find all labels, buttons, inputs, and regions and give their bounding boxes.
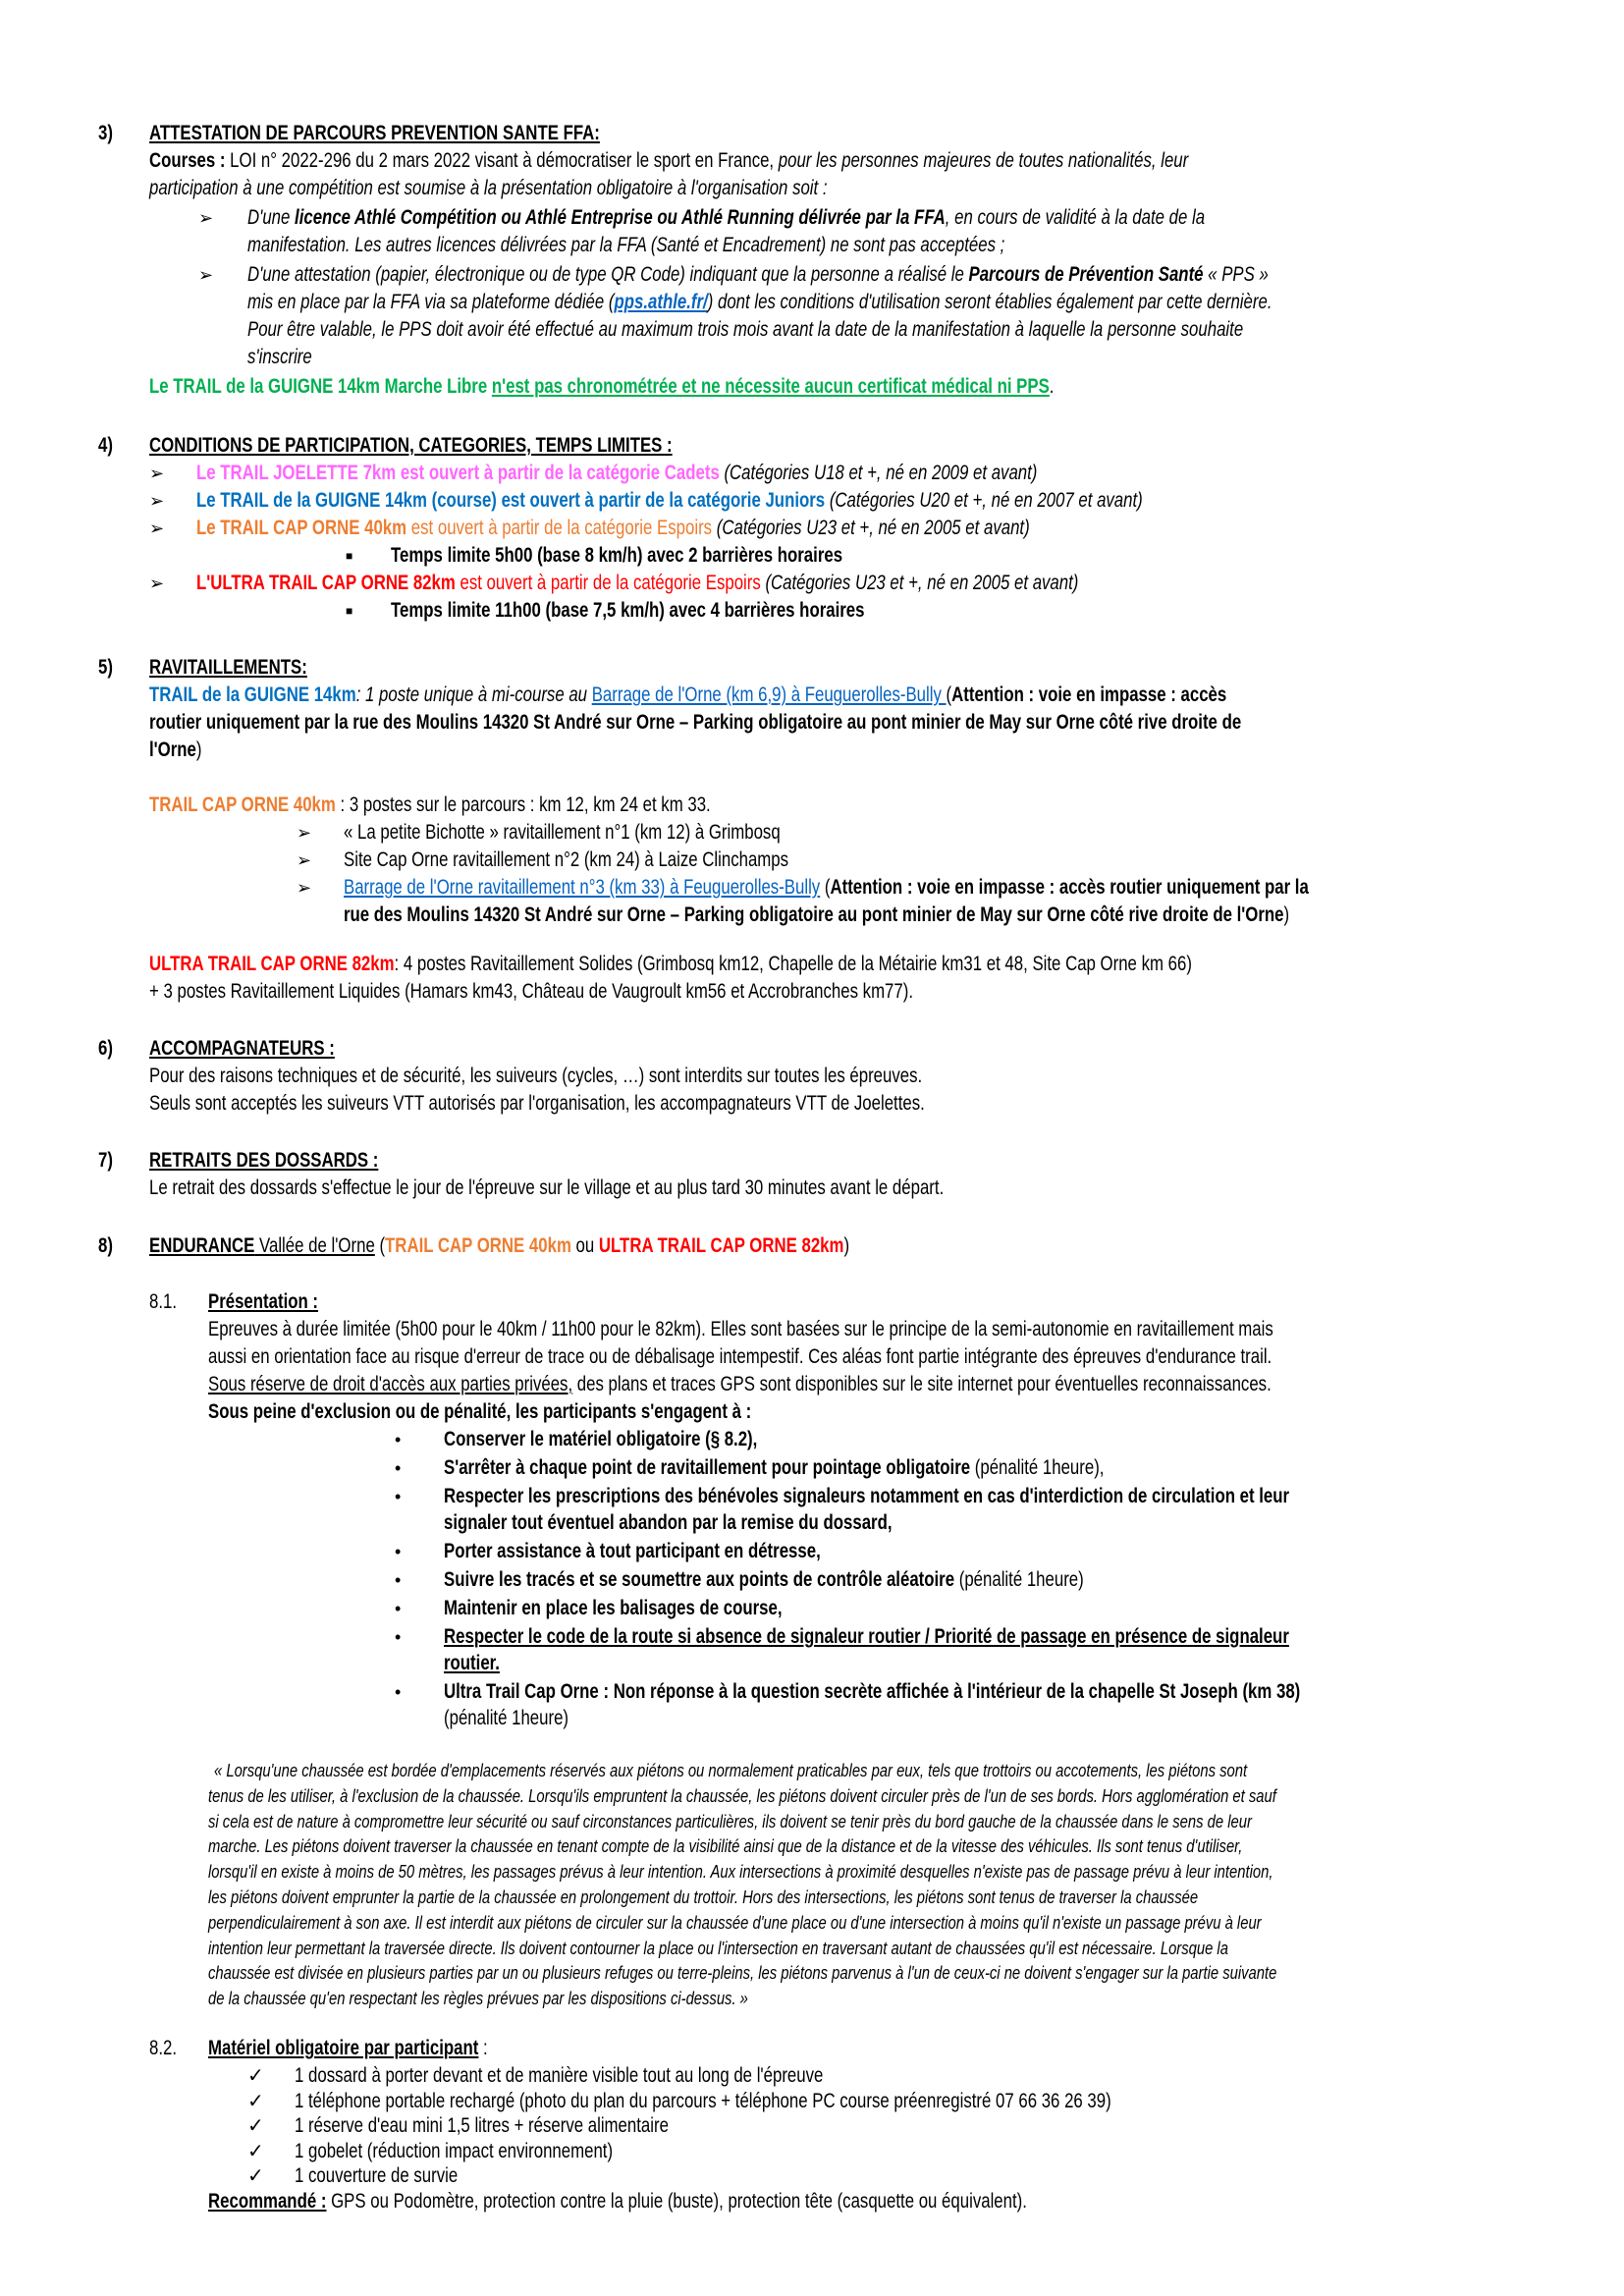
check-icon: ✓ <box>247 2140 264 2162</box>
ravito-2: Site Cap Orne ravitaillement n°2 (km 24) à Laize Clinchamps <box>344 848 789 871</box>
section-3-title: ATTESTATION DE PARCOURS PREVENTION SANTE FFA: <box>149 122 600 144</box>
section-6-number: 6) <box>98 1037 113 1060</box>
quote-line: marche. Les piétons doivent traverser la chaussée en tenant compte de la visibilité ainsi que de la distance et de la vitesse des véhicules. Ils sont tenus d'utiliser, <box>208 1835 1243 1857</box>
section-8-number: 8) <box>98 1234 113 1257</box>
ultra-time-limit: Temps limite 11h00 (base 7,5 km/h) avec 4 barrières horaires <box>391 599 865 622</box>
paren-close: ) <box>195 738 202 761</box>
arrow-bullet-icon: ➢ <box>297 823 312 843</box>
bullet-icon: • <box>395 1430 402 1449</box>
attention-cont: rue des Moulins 14320 St André sur Orne – Parking obligatoire au pont minier de May sur Orne côté rive droite de l'Orne <box>344 903 1284 926</box>
cap40-text: est ouvert à partir de la catégorie Espoirs <box>406 517 713 539</box>
check-icon: ✓ <box>247 2165 264 2187</box>
ultra-text: est ouvert à partir de la catégorie Espoirs <box>455 572 761 594</box>
b1-post: , en cours de validité à la date de la <box>945 206 1206 229</box>
ultra-label: ULTRA TRAIL CAP ORNE 82km <box>149 953 395 975</box>
b2-pre: D'une attestation (papier, électronique ou de type QR Code) indiquant que la personne a réalisé le <box>247 263 969 286</box>
green-pre: Le TRAIL de la GUIGNE 14km Marche Libre <box>149 375 492 398</box>
square-bullet-icon: ■ <box>346 549 353 563</box>
s3-paragraph-line-1 <box>149 147 1188 175</box>
guigne-ravito-line-2: routier uniquement par la rue des Moulins 14320 St André sur Orne – Parking obligatoire au pont minier de May sur Orne côté rive droite de <box>149 711 1242 734</box>
quote-line: perpendiculairement à son axe. Il est interdit aux piétons de circuler sur la chaussée d'une place ou d'une intersection à moins qu'il n'existe un passage prévu à leur <box>208 1911 1262 1933</box>
bullet-icon: • <box>395 1570 402 1590</box>
rule-item <box>444 1454 1104 1482</box>
s7-line-1: Le retrait des dossards s'effectue le jour de l'épreuve sur le village et au plus tard 30 minutes avant le départ. <box>149 1176 945 1199</box>
t40-label: TRAIL CAP ORNE 40km <box>385 1234 571 1257</box>
quote-line: intention leur permettant la traversée directe. Ils doivent contourner la place ou l'intersection en traversant autant de chaussées qu'il est nécessaire. Lorsque la <box>208 1937 1228 1958</box>
rule-penalty: (pénalité 1heure) <box>444 1707 569 1729</box>
equipment-item: 1 gobelet (réduction impact environnement) <box>295 2139 614 2162</box>
guigne-ravito-text: : 1 poste unique à mi-course au <box>355 683 592 706</box>
section-3-number: 3) <box>98 122 113 144</box>
guigne-ravito-line-1 <box>149 682 1226 709</box>
paren-close: ) <box>1283 903 1290 926</box>
paren: ( <box>820 876 831 899</box>
rule-item <box>444 1509 893 1537</box>
b1-bold: licence Athlé Compétition ou Athlé Entreprise ou Athlé Running délivrée par la FFA <box>295 206 946 229</box>
ultra-bold: L'ULTRA TRAIL CAP ORNE 82km <box>196 572 456 594</box>
rule-bold: Ultra Trail Cap Orne : Non réponse à la question secrète affichée à l'intérieur de la chapelle St Joseph (km 38) <box>444 1680 1301 1703</box>
reserve-underlined: Sous réserve de droit d'accès aux parties privées, <box>208 1373 573 1395</box>
cat-guigne <box>196 487 1143 515</box>
arrow-bullet-icon: ➢ <box>198 265 214 285</box>
arrow-bullet-icon: ➢ <box>149 519 165 538</box>
quote-line: si cela est de nature à compromettre leur sécurité ou sauf circonstances particulières, ils doivent se tenir près du bord gauche de la chaussée dans le sens de leur <box>208 1810 1252 1831</box>
rule-bold: Respecter le code de la route si absence de signaleur routier / Priorité de passage en présence de signaleur <box>444 1625 1289 1648</box>
section-7-title: RETRAITS DES DOSSARDS : <box>149 1149 379 1172</box>
section-6-title: ACCOMPAGNATEURS : <box>149 1037 335 1060</box>
vallee-text: Vallée de l'Orne <box>254 1234 375 1257</box>
s3-bullet-2 <box>247 261 1269 289</box>
joelette-cats: (Catégories U18 et +, né en 2009 et avant) <box>719 462 1038 484</box>
subsection-8-1-title: Présentation : <box>208 1290 319 1313</box>
quote-line: les piétons doivent emprunter la partie de la chaussée en prolongement du trottoir. Hors des intersections, les piétons sont tenus de traverser la chaussée <box>208 1886 1199 1907</box>
s3-bullet-1 <box>247 204 1205 232</box>
rule-bold: Porter assistance à tout participant en détresse, <box>444 1540 821 1562</box>
s3-bullet-2-line-3: Pour être valable, le PPS doit avoir été effectué au maximum trois mois avant la date de la manifestation à laquelle la personne souhaite <box>247 318 1244 341</box>
cap40-ravito-text: : 3 postes sur le parcours : km 12, km 24 et km 33. <box>335 793 711 816</box>
quote-line: « Lorsqu'une chaussée est bordée d'emplacements réservés aux piétons ou normalement praticables par eux, tels que trottoirs ou accotements, les piétons sont <box>214 1760 1248 1780</box>
cat-ultra-82 <box>196 570 1078 597</box>
quote-line: tenus de les utiliser, à l'exclusion de la chaussée. Lorsqu'ils empruntent la chaussée, les piétons doivent circuler près de l'un de ses bords. Hors agglomération et sauf <box>208 1784 1276 1806</box>
guigne-cats: (Catégories U20 et +, né en 2007 et avant) <box>825 489 1143 512</box>
cap40-bold: Le TRAIL CAP ORNE 40km <box>196 517 407 539</box>
bullet-icon: • <box>395 1458 402 1478</box>
ultra-ravito-line-2: + 3 postes Ravitaillement Liquides (Hamars km43, Château de Vaugroult km56 et Accrobranches km77). <box>149 980 914 1003</box>
cap40-time-limit: Temps limite 5h00 (base 8 km/h) avec 2 barrières horaires <box>391 544 843 567</box>
bullet-icon: • <box>395 1487 402 1506</box>
paren: ( <box>374 1234 386 1257</box>
rule-bold: S'arrêter à chaque point de ravitaillement pour pointage obligatoire <box>444 1456 971 1479</box>
check-icon: ✓ <box>247 2090 264 2112</box>
p1-line-1: Epreuves à durée limitée (5h00 pour le 40km / 11h00 pour le 82km). Elles sont basées sur le principe de la semi-autonomie en ravitaillement mais <box>208 1318 1273 1340</box>
bullet-icon: • <box>395 1542 402 1561</box>
rule-item <box>444 1426 757 1453</box>
rule-penalty: (pénalité 1heure) <box>954 1568 1084 1591</box>
barrage-link[interactable]: Barrage de l'Orne (km 6,9) à Feuguerolles-Bully <box>591 683 947 706</box>
green-period: . <box>1049 375 1055 398</box>
section-4-title: CONDITIONS DE PARTICIPATION, CATEGORIES, TEMPS LIMITES : <box>149 434 673 457</box>
check-icon: ✓ <box>247 2115 264 2137</box>
rule-bold: Respecter les prescriptions des bénévoles signaleurs notamment en cas d'interdiction de circulation et leur <box>444 1485 1290 1507</box>
square-bullet-icon: ■ <box>346 604 353 618</box>
equipment-item: 1 dossard à porter devant et de manière visible tout au long de l'épreuve <box>295 2064 824 2087</box>
check-icon: ✓ <box>247 2065 264 2087</box>
s6-line-2: Seuls sont acceptés les suiveurs VTT autorisés par l'organisation, les accompagnateurs VTT de Joelettes. <box>149 1092 925 1115</box>
bullet-icon: • <box>395 1599 402 1618</box>
b2l2-post: ) dont les conditions d'utilisation seront établies également par cette dernière. <box>707 291 1272 313</box>
rule-bold: Conserver le matériel obligatoire (§ 8.2), <box>444 1428 758 1450</box>
subsection-8-2-title <box>208 2035 488 2062</box>
colon: : <box>478 2037 488 2059</box>
arrow-bullet-icon: ➢ <box>198 208 214 228</box>
p1-line-3 <box>208 1371 1272 1398</box>
rule-bold: signaler tout éventuel abandon par la remise du dossard, <box>444 1511 893 1534</box>
ravito-3-line-2 <box>344 902 1289 929</box>
arrow-bullet-icon: ➢ <box>149 491 165 511</box>
ravito-1: « La petite Bichotte » ravitaillement n°1 (km 12) à Grimbosq <box>344 821 781 844</box>
recommended-label: Recommandé : <box>208 2190 327 2213</box>
rule-item <box>444 1595 783 1622</box>
subsection-8-2-number: 8.2. <box>149 2037 178 2059</box>
paren-close: ) <box>843 1234 850 1257</box>
recommended-line <box>208 2188 1027 2215</box>
bullet-icon: • <box>395 1627 402 1647</box>
t82-label: ULTRA TRAIL CAP ORNE 82km <box>598 1234 844 1257</box>
rule-bold: Suivre les tracés et se soumettre aux points de contrôle aléatoire <box>444 1568 955 1591</box>
arrow-bullet-icon: ➢ <box>149 574 165 593</box>
cat-cap-orne-40 <box>196 515 1030 542</box>
b2l2-pre: mis en place par la FFA via sa plateforme dédiée ( <box>247 291 615 313</box>
s6-line-1: Pour des raisons techniques et de sécurité, les suiveurs (cycles, …) sont interdits sur toutes les épreuves. <box>149 1065 923 1087</box>
rule-bold: Maintenir en place les balisages de course, <box>444 1597 783 1619</box>
rule-item <box>444 1538 821 1565</box>
rule-item <box>444 1705 568 1732</box>
ravito-3 <box>344 874 1309 902</box>
courses-label: Courses : <box>149 149 226 172</box>
rule-bold: routier. <box>444 1652 500 1674</box>
section-7-number: 7) <box>98 1149 113 1172</box>
joelette-text: Le TRAIL JOELETTE 7km est ouvert à partir de la catégorie Cadets <box>196 462 720 484</box>
s3-paragraph-line-2: participation à une compétition est soumise à la présentation obligatoire à l'organisation soit : <box>149 177 828 199</box>
section-5-title: RAVITAILLEMENTS: <box>149 656 307 679</box>
ultra-cats: (Catégories U23 et +, né en 2005 et avant) <box>760 572 1079 594</box>
cap40-cats: (Catégories U23 et +, né en 2005 et avant) <box>712 517 1030 539</box>
quote-line: de la chaussée qu'en respectant les règles prévues par les dispositions ci-dessus. » <box>208 1988 748 2009</box>
equipment-item: 1 téléphone portable rechargé (photo du plan du parcours + téléphone PC course préenregistré 07 66 36 26 39) <box>295 2089 1111 2112</box>
p1-line-2: aussi en orientation face au risque d'erreur de trace ou de débalisage intempestif. Ces aléas font partie intégrante des épreuves d'endurance trail. <box>208 1345 1272 1368</box>
b2-post: « PPS » <box>1203 263 1269 286</box>
ultra-ravito-line-1 <box>149 951 1192 978</box>
gps-text: des plans et traces GPS sont disponibles sur le site internet pour éventuelles reconnaissances. <box>572 1373 1272 1395</box>
s3-bullet-2-line-2 <box>247 289 1272 316</box>
paren: ( <box>946 683 952 706</box>
b1-pre: D'une <box>247 206 296 229</box>
s3-bullet-1-line-2: manifestation. Les autres licences délivrées par la FFA (Santé et Encadrement) ne sont pas acceptées ; <box>247 234 1005 256</box>
equipment-item: 1 réserve d'eau mini 1,5 litres + réserve alimentaire <box>295 2114 669 2137</box>
law-text: LOI n° 2022-296 du 2 mars 2022 visant à démocratiser le sport en France, <box>225 149 779 172</box>
arrow-bullet-icon: ➢ <box>297 878 312 898</box>
cat-joelette <box>196 460 1037 487</box>
section-4-number: 4) <box>98 434 113 457</box>
section-8-title <box>149 1232 849 1260</box>
rule-item <box>444 1566 1084 1594</box>
section-5-number: 5) <box>98 656 113 679</box>
law-italic: pour les personnes majeures de toutes nationalités, leur <box>778 149 1189 172</box>
quote-line: chaussée est divisée en plusieurs parties par un ou plusieurs refuges ou terre-pleins, les piétons parvenus à l'un de ceux-ci ne doivent s'engager sur la partie suivante <box>208 1962 1277 1984</box>
pps-link[interactable]: pps.athle.fr/ <box>614 291 708 313</box>
arrow-bullet-icon: ➢ <box>149 464 165 483</box>
b2-bold: Parcours de Prévention Santé <box>968 263 1204 286</box>
guigne-text: Le TRAIL de la GUIGNE 14km (course) est ouvert à partir de la catégorie Juniors <box>196 489 826 512</box>
ultra-ravito-text: : 4 postes Ravitaillement Solides (Grimbosq km12, Chapelle de la Métairie km31 et 48, Site Cap Orne km 66) <box>394 953 1192 975</box>
rule-item <box>444 1483 1289 1510</box>
rule-item <box>444 1678 1300 1706</box>
ou-text: ou <box>570 1234 599 1257</box>
attention-text: Attention : voie en impasse : accès routier uniquement par la <box>830 876 1309 899</box>
materiel-title: Matériel obligatoire par participant <box>208 2037 479 2059</box>
endurance-bold: ENDURANCE <box>149 1234 255 1257</box>
equipment-item: 1 couverture de survie <box>295 2164 459 2187</box>
bullet-icon: • <box>395 1682 402 1702</box>
green-underlined: n'est pas chronométrée et ne nécessite aucun certificat médical ni PPS <box>491 375 1050 398</box>
rule-item <box>444 1623 1289 1651</box>
attention-text: Attention : voie en impasse : accès <box>951 683 1227 706</box>
s3-bullet-2-line-4: s'inscrire <box>247 346 312 368</box>
rule-item <box>444 1650 500 1677</box>
arrow-bullet-icon: ➢ <box>297 850 312 870</box>
barrage-ravito-link[interactable]: Barrage de l'Orne ravitaillement n°3 (km 33) à Feuguerolles-Bully <box>344 876 821 899</box>
p1-line-4: Sous peine d'exclusion ou de pénalité, les participants s'engagent à : <box>208 1400 752 1423</box>
subsection-8-1-number: 8.1. <box>149 1290 178 1313</box>
cap40-ravito-line <box>149 792 711 819</box>
guigne-ravito-line-3 <box>149 737 201 764</box>
rule-penalty: (pénalité 1heure), <box>970 1456 1105 1479</box>
cap40-label: TRAIL CAP ORNE 40km <box>149 793 336 816</box>
guigne-label: TRAIL de la GUIGNE 14km <box>149 683 356 706</box>
marche-libre-note <box>149 373 1054 401</box>
recommended-text: GPS ou Podomètre, protection contre la pluie (buste), protection tête (casquette ou équivalent). <box>326 2190 1027 2213</box>
orne-bold: l'Orne <box>149 738 196 761</box>
quote-line: lorsqu'il en existe à moins de 50 mètres, les passages prévus à leur intention. Aux intersections à proximité desquelles n'existe pas de passage prévu à leur intention, <box>208 1861 1273 1883</box>
